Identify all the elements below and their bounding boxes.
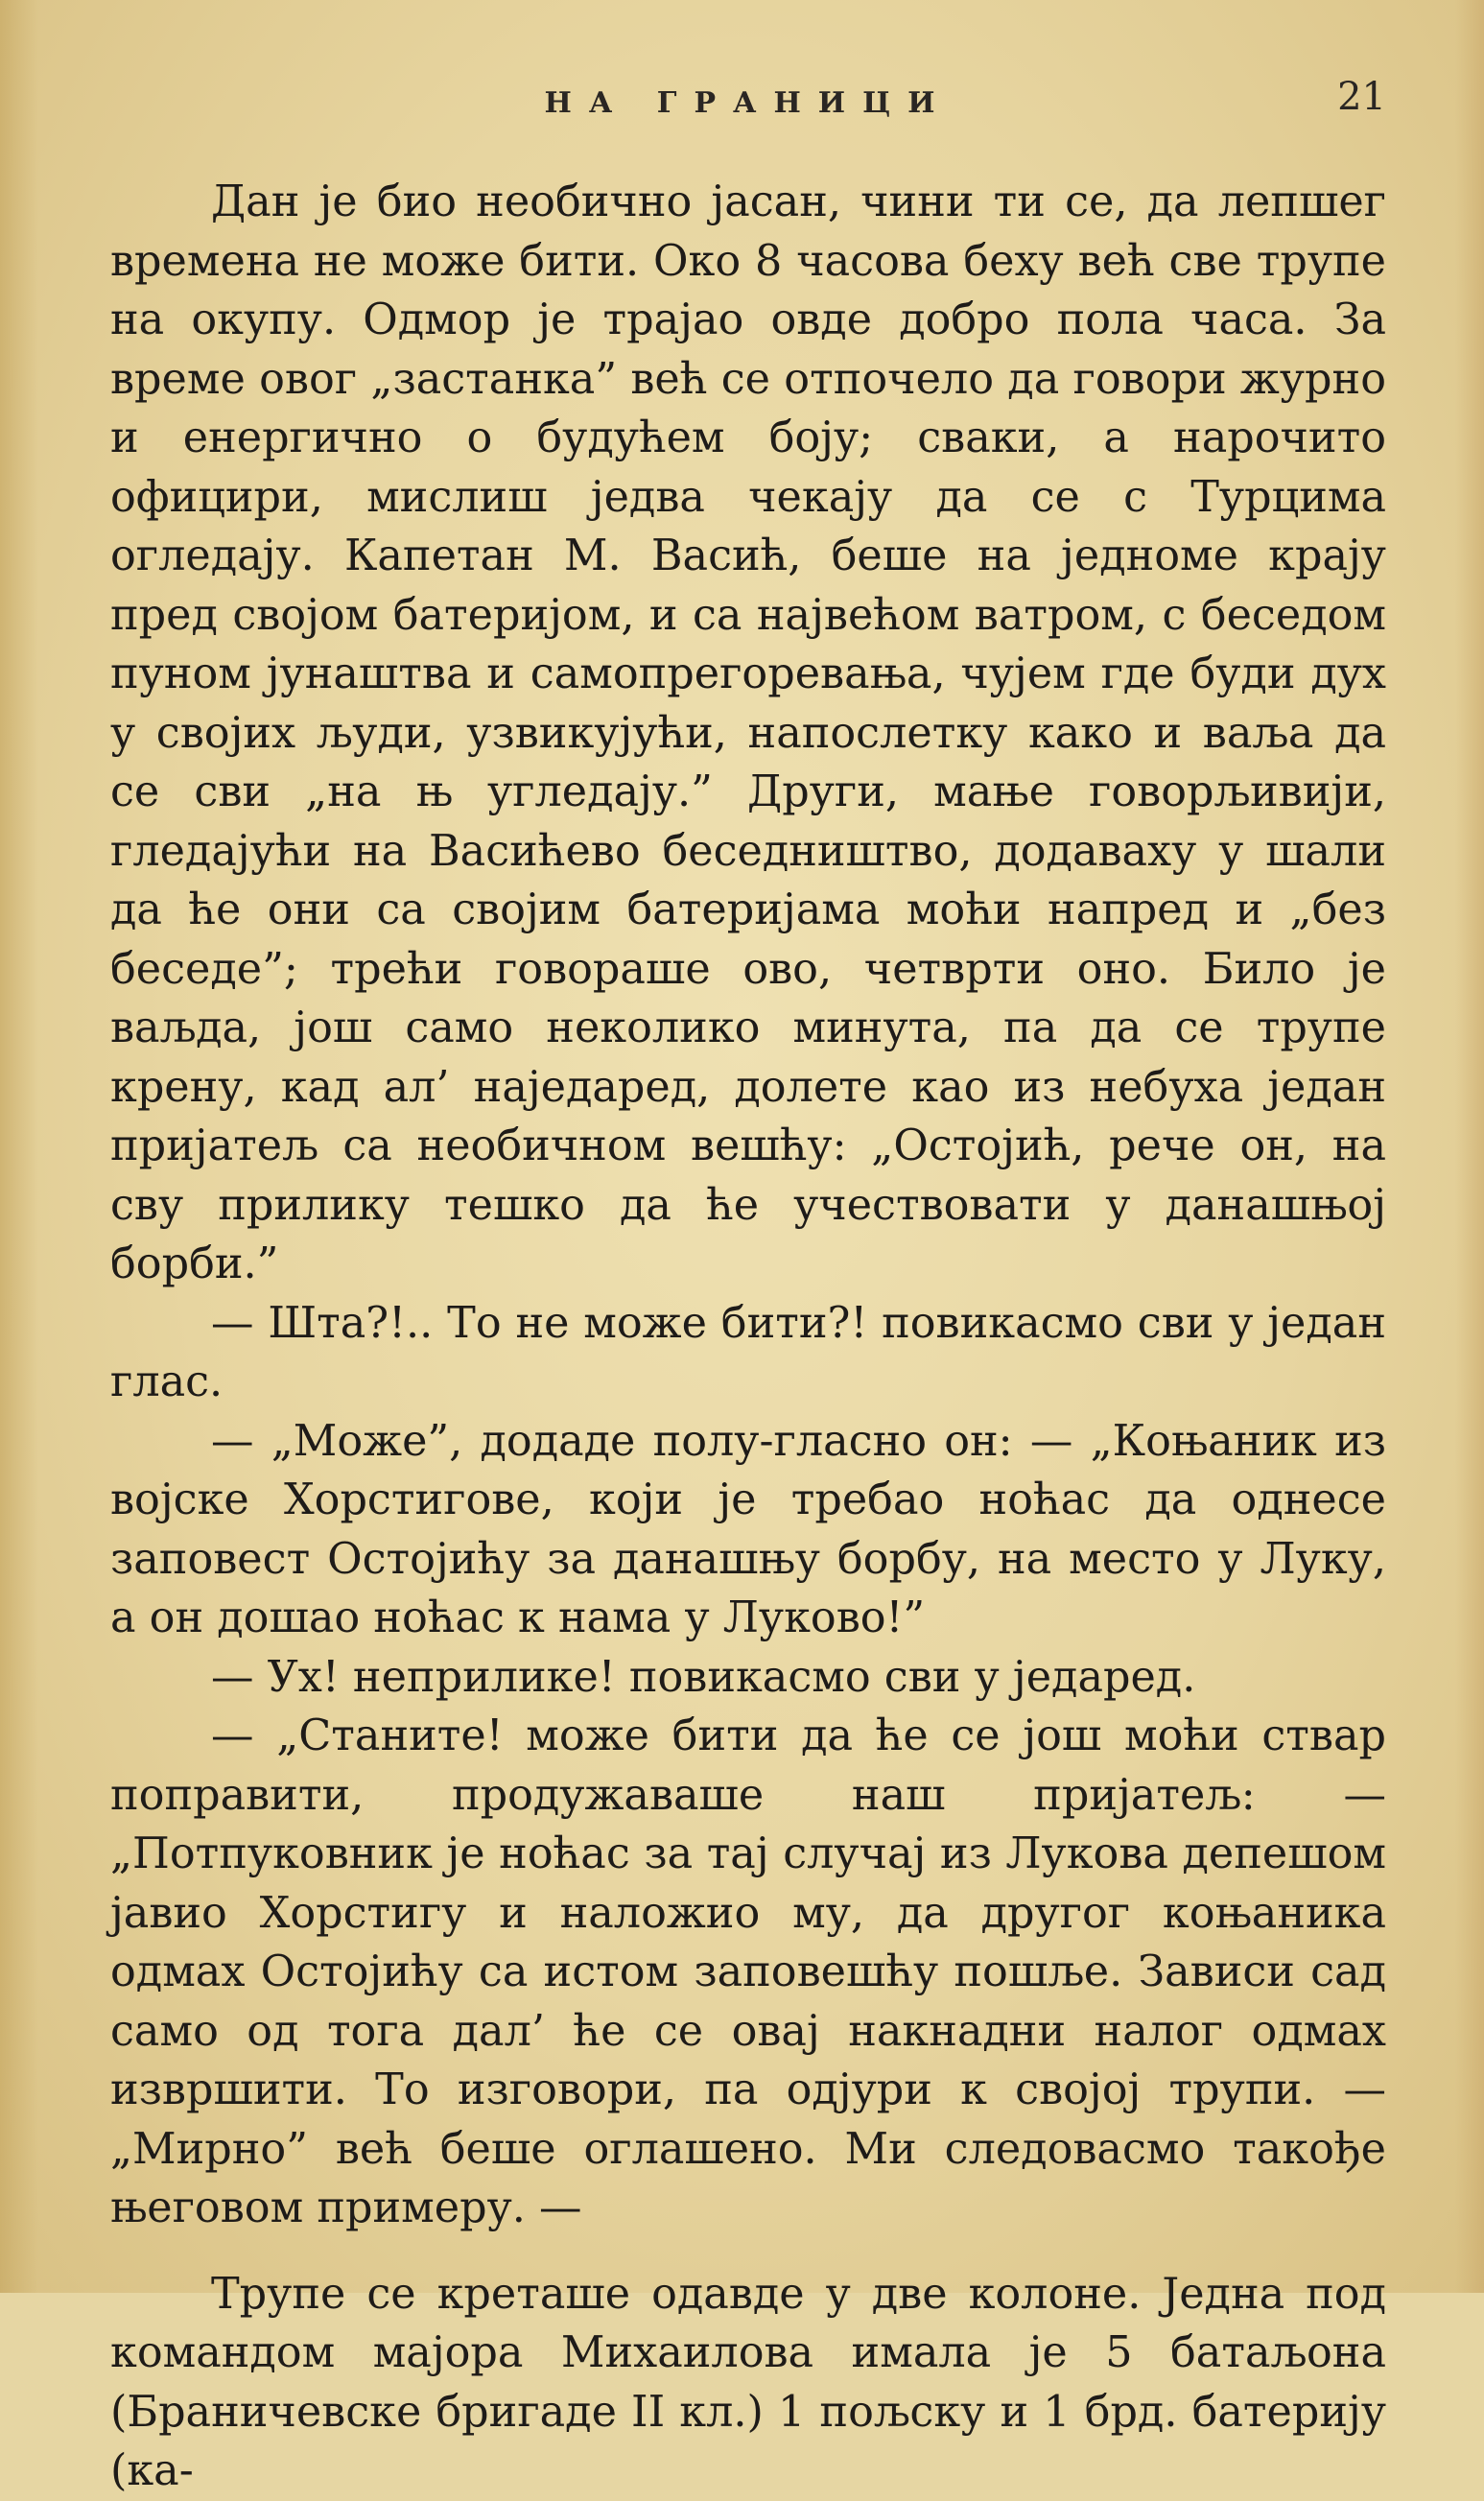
paragraph: Дан је био необично јасан, чини ти се, да лепшег времена не може бити. Око 8 часова беху већ све трупе на окупу. Одмор је трајао овде добро пола часа. За време овог „застанка” већ се отпочело да говори журно и енергично о будућем боју; сваки, а нарочито официри, мислиш једва чекају да се с Турцима огледају. Капетан М. Васић, беше на једноме крају пред својом батеријом, и са највећом ватром, с беседом пуном јунаштва и самопрегоревања, чујем где буди дух у својих људи, узвикујући, напослетку како и ваља да се сви „на њ угледају.” Други, мање говорљивији, гледајући на Васићево беседништво, додаваху у шали да ће они са својим батеријама моћи напред и „без беседе”; трећи говораше ово, четврти оно. Било је ваљда, још само неколико минута, па да се трупе крену, кад ал’ наједаред, долете као из небуха један пријатељ са необичном вешћу: „Остојић, рече он, на сву прилику тешко да ће учествовати у данашњој борби.” [110,177,1386,1288]
paragraph: — Шта?!.. То не може бити?! повикасмо сви у један глас. [110,1298,1386,1406]
paragraph: Трупе се креташе одавде у две колоне. Једна под командом мајора Михаилова имала је 5 батаљона (Браничевске бригаде II кл.) 1 пољску и 1 брд. батерију (ка- [110,2269,1386,2495]
running-title: НА ГРАНИЦИ [544,86,953,120]
page-header [110,75,1386,132]
body-text [110,173,1386,2501]
paragraph: — „Станите! може бити да ће се још моћи ствар поправити, продужаваше наш пријатељ: — „Потпуковник је ноћас за тај случај из Лукова депешом јавио Хорстигу и наложио му, да другог коњаника одмах Остојићу са истом заповешћу пошље. Зависи сад само од тога дал’ ће се овај накнадни налог одмах извршити. То изговори, па одјури к својој трупи. — „Мирно” већ беше оглашено. Ми следовасмо такође његовом примеру. — [110,1711,1386,2232]
paragraph: — „Може”, додаде полу-гласно он: — „Коњаник из војске Хорстигове, који је требао ноћас да однесе заповест Остојићу за данашњу борбу, на место у Луку, а он дошао ноћас к нама у Луково!” [110,1416,1386,1642]
paragraph: — Ух! неприлике! повикасмо сви у једаред. [211,1652,1196,1702]
page-number: 21 [1337,75,1386,119]
